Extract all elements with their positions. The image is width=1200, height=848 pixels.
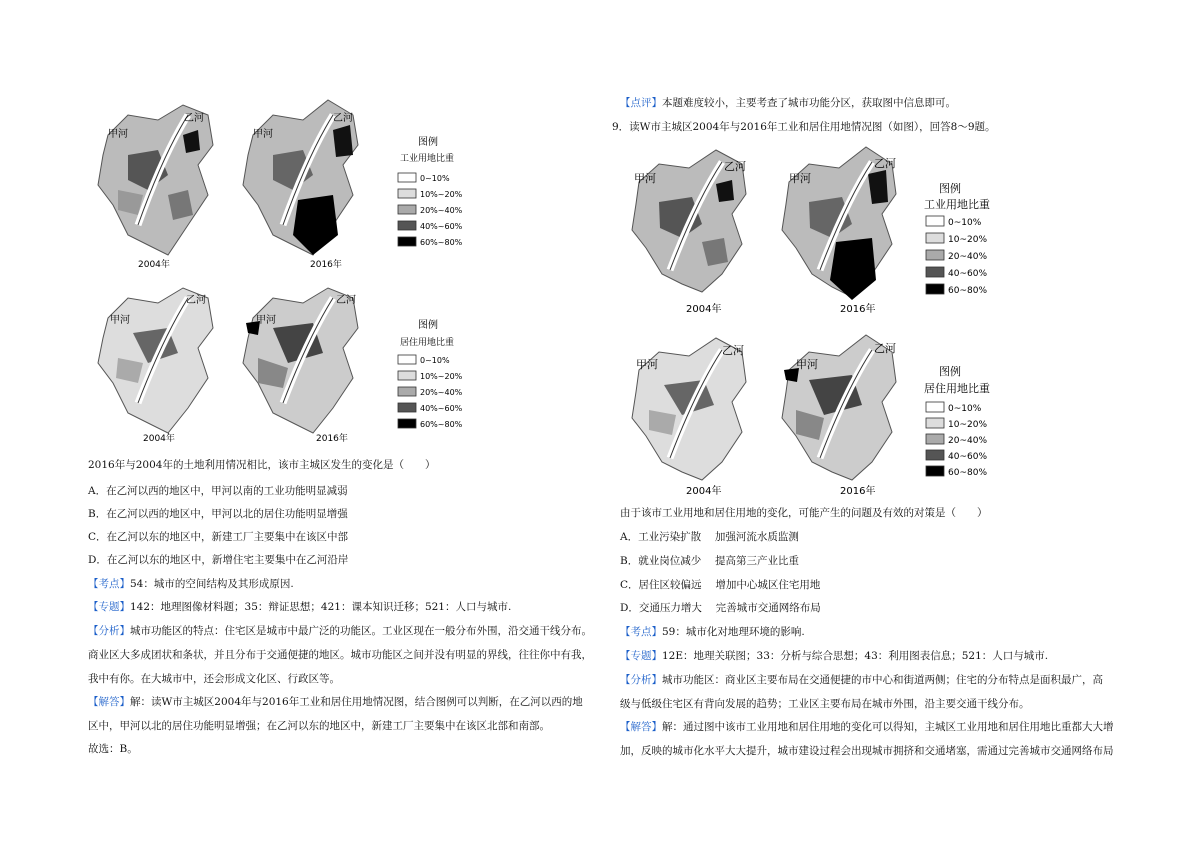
jieda-line-1 (620, 720, 1114, 734)
legend-item: 40%~60% (420, 404, 463, 413)
river-b-label: 乙河 (186, 295, 206, 306)
fenxi-tag: 【分析】 (88, 625, 130, 637)
river-a-label: 甲河 (636, 358, 658, 371)
legend-item: 60%~80% (420, 420, 463, 429)
jieda-text: 解：读W市主城区2004年与2016年工业和居住用地情况图，结合图例可以判断，在乙河以西的地 (130, 696, 583, 708)
year-label-2016: 2016年 (310, 260, 342, 270)
option-d: D．交通压力增大 完善城市交通网络布局 (620, 602, 821, 614)
map-2004-industrial (98, 105, 213, 255)
jieda-tag: 【解答】 (620, 721, 662, 733)
legend-item: 40~60% (948, 452, 987, 462)
residential-land-map-figure (88, 283, 488, 448)
zhuanti-text: 142：地理图像材料题；35：辩证思想；421：课本知识迁移；521：人口与城市. (130, 601, 512, 613)
question-text: 2016年与2004年的土地利用情况相比，该市主城区发生的变化是（ ） (88, 459, 436, 471)
zhuanti-line (88, 600, 511, 614)
legend-item: 0~10% (420, 174, 450, 183)
kaodian-tag: 【考点】 (88, 578, 130, 590)
industrial-land-map-figure (88, 95, 488, 275)
legend-subtitle: 工业用地比重 (924, 198, 990, 211)
river-b-label: 乙河 (724, 160, 746, 173)
jieda-line-1 (88, 695, 583, 709)
legend-item: 40%~60% (420, 222, 463, 231)
river-b-label: 乙河 (874, 157, 896, 170)
year-label-2004: 2004年 (143, 434, 175, 444)
river-b-label: 乙河 (184, 113, 204, 124)
kaodian-line (620, 625, 805, 639)
zhuanti-line (620, 649, 1048, 663)
legend-item: 0~10% (948, 218, 982, 228)
option-a: A．工业污染扩散 加强河流水质监测 (620, 531, 799, 543)
year-label-2004: 2004年 (138, 260, 170, 270)
year-label-2016: 2016年 (316, 434, 348, 444)
legend-subtitle: 居住用地比重 (924, 382, 990, 395)
option-c: C．居住区较偏远 增加中心城区住宅用地 (620, 579, 821, 591)
option-c: C．在乙河以东的地区中，新建工厂主要集中在该区中部 (88, 531, 349, 543)
fenxi-text: 城市功能区：商业区主要布局在交通便捷的市中心和街道两侧；住宅的分布特点是面积最广，高 (662, 674, 1103, 686)
jieda-tag: 【解答】 (88, 696, 130, 708)
legend-title: 图例 (939, 365, 961, 378)
legend-subtitle: 工业用地比重 (400, 154, 455, 164)
legend-title: 图例 (939, 182, 961, 195)
zhuanti-tag: 【专题】 (620, 650, 662, 662)
river-a-label: 甲河 (634, 172, 656, 185)
legend-item: 20~40% (948, 252, 987, 262)
legend-item: 20%~40% (420, 206, 463, 215)
legend-item: 60%~80% (420, 238, 463, 247)
answer-line: 故选：B。 (88, 743, 138, 755)
residential-land-map-figure-right (624, 330, 1034, 500)
river-a-label: 甲河 (108, 129, 128, 140)
map-2016-residential (243, 288, 358, 433)
legend-item: 60~80% (948, 286, 987, 296)
legend-item: 20~40% (948, 436, 987, 446)
legend-item: 0~10% (948, 404, 982, 414)
river-a-label: 甲河 (789, 172, 811, 185)
dianping-text: 本题难度较小，主要考查了城市功能分区，获取图中信息即可。 (662, 97, 956, 109)
fenxi-line-1 (620, 673, 1103, 687)
fenxi-tag: 【分析】 (620, 674, 662, 686)
river-b-label: 乙河 (333, 113, 353, 124)
year-label-2016: 2016年 (840, 304, 876, 315)
legend-item: 60~80% (948, 468, 987, 478)
legend-item: 10~20% (948, 235, 987, 245)
industrial-land-map-figure-right (624, 142, 1034, 322)
river-b-label: 乙河 (722, 344, 744, 357)
option-b: B．就业岗位减少 提高第三产业比重 (620, 555, 800, 567)
year-label-2004: 2004年 (686, 486, 722, 497)
jieda-line-2: 加，反映的城市化水平大大提升，城市建设过程会出现城市拥挤和交通堵塞，需通过完善城市交通网络布局 (620, 745, 1114, 757)
fenxi-line-2: 级与低级住宅区有背向发展的趋势；工业区主要布局在城市外围，沿主要交通干线分布。 (620, 698, 1030, 710)
fenxi-text: 城市功能区的特点：住宅区是城市中最广泛的功能区。工业区现在一般分布外围，沿交通干线分布。 (130, 625, 592, 637)
question-text: 由于该市工业用地和居住用地的变化，可能产生的问题及有效的对策是（ ） (620, 507, 988, 519)
river-b-label: 乙河 (874, 342, 896, 355)
dianping-line (620, 96, 956, 110)
fenxi-line-1 (88, 624, 592, 638)
zhuanti-tag: 【专题】 (88, 601, 130, 613)
dianping-tag: 【点评】 (620, 97, 662, 109)
legend-item: 40~60% (948, 269, 987, 279)
zhuanti-text: 12E：地理关联图；33：分析与综合思想；43：利用图表信息；521：人口与城市. (662, 650, 1049, 662)
legend-item: 10%~20% (420, 190, 463, 199)
kaodian-line (88, 577, 294, 591)
question-9: 9．读W市主城区2004年与2016年工业和居住用地情况图（如图），回答8～9题。 (612, 121, 996, 133)
kaodian-text: 59：城市化对地理环境的影响. (662, 626, 805, 638)
option-d: D．在乙河以东的地区中，新增住宅主要集中在乙河沿岸 (88, 554, 349, 566)
legend-subtitle: 居住用地比重 (400, 338, 455, 348)
legend-title: 图例 (418, 137, 438, 148)
jieda-text: 解：通过图中该市工业用地和居住用地的变化可以得知，主城区工业用地和居住用地比重都大大增 (662, 721, 1114, 733)
legend-item: 0~10% (420, 356, 450, 365)
map-2016-residential (782, 335, 896, 480)
legend-residential (398, 318, 463, 429)
option-b: B．在乙河以西的地区中，甲河以北的居住功能明显增强 (88, 508, 348, 520)
river-a-label: 甲河 (256, 315, 276, 326)
jieda-line-2: 区中，甲河以北的居住功能明显增强；在乙河以东的地区中，新建工厂主要集中在该区北部和南部。 (88, 720, 550, 732)
year-label-2004: 2004年 (686, 304, 722, 315)
river-a-label: 甲河 (796, 358, 818, 371)
legend-industrial (924, 181, 990, 296)
fenxi-line-3: 我中有你。在大城市中，还会形成文化区、行政区等。 (88, 673, 340, 685)
option-a: A．在乙河以西的地区中，甲河以南的工业功能明显减弱 (88, 485, 348, 497)
river-a-label: 甲河 (110, 315, 130, 326)
fenxi-line-2: 商业区大多成团状和条状，并且分布于交通便捷的地区。城市功能区之间并没有明显的界线，往往你中有我， (88, 649, 592, 661)
kaodian-tag: 【考点】 (620, 626, 662, 638)
legend-item: 10~20% (948, 420, 987, 430)
legend-residential (924, 364, 990, 478)
river-a-label: 甲河 (253, 129, 273, 140)
kaodian-text: 54：城市的空间结构及其形成原因. (130, 578, 294, 590)
legend-title: 图例 (418, 320, 438, 331)
river-b-label: 乙河 (336, 295, 356, 306)
legend-item: 20%~40% (420, 388, 463, 397)
map-2004-residential (98, 288, 213, 433)
legend-industrial (398, 135, 463, 247)
year-label-2016: 2016年 (840, 486, 876, 497)
legend-item: 10%~20% (420, 372, 463, 381)
